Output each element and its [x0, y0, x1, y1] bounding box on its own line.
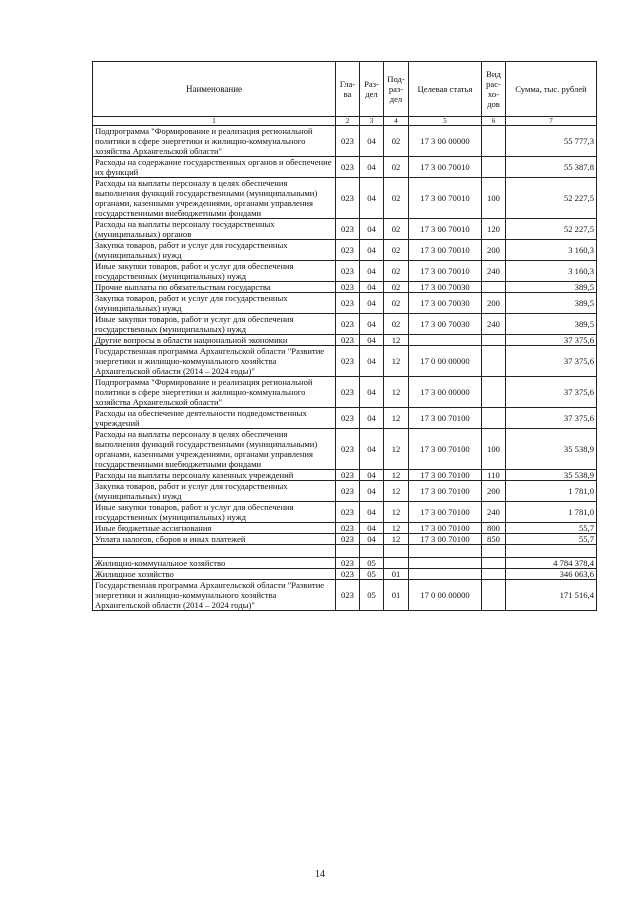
row-target: 17 3 00 70030 [409, 282, 482, 293]
row-expense-type [482, 126, 506, 157]
row-amount: 35 538,9 [506, 429, 597, 470]
table-row [93, 569, 597, 580]
row-name: Расходы на выплаты персоналу государственных (муниципальных) органов [93, 219, 336, 240]
header-amount: Сумма, тыс. рублей [506, 62, 597, 117]
row-chapter: 023 [336, 569, 360, 580]
row-amount: 37 375,6 [506, 346, 597, 377]
row-expense-type [482, 346, 506, 377]
column-number-row [93, 117, 597, 126]
row-amount: 55 387,8 [506, 157, 597, 178]
row-chapter: 023 [336, 240, 360, 261]
row-target: 17 3 00 70030 [409, 314, 482, 335]
spacer-cell [93, 545, 336, 558]
header-section: Раз-дел [360, 62, 384, 117]
row-expense-type: 240 [482, 261, 506, 282]
row-section: 04 [360, 470, 384, 481]
row-subsection: 12 [384, 346, 409, 377]
row-subsection: 12 [384, 408, 409, 429]
row-amount: 1 781,0 [506, 481, 597, 502]
row-target: 17 3 00 70100 [409, 429, 482, 470]
table-row [93, 558, 597, 569]
table-row [93, 240, 597, 261]
row-target [409, 335, 482, 346]
row-expense-type: 100 [482, 178, 506, 219]
row-chapter: 023 [336, 314, 360, 335]
row-section: 04 [360, 481, 384, 502]
table-row [93, 178, 597, 219]
row-chapter: 023 [336, 157, 360, 178]
row-amount: 37 375,6 [506, 408, 597, 429]
row-chapter: 023 [336, 580, 360, 611]
row-chapter: 023 [336, 335, 360, 346]
header-subsection: Под-раз-дел [384, 62, 409, 117]
row-target: 17 3 00 70030 [409, 293, 482, 314]
row-section: 04 [360, 261, 384, 282]
row-chapter: 023 [336, 429, 360, 470]
row-target: 17 3 00 70010 [409, 219, 482, 240]
row-subsection: 12 [384, 502, 409, 523]
row-section: 04 [360, 178, 384, 219]
row-target: 17 3 00 70010 [409, 261, 482, 282]
row-chapter: 023 [336, 523, 360, 534]
row-name: Подпрограмма "Формирование и реализация региональной политики в сфере энергетики и жилищно-коммунального хозяйства Архангельской области" [93, 377, 336, 408]
row-section: 04 [360, 219, 384, 240]
table-row [93, 408, 597, 429]
row-subsection [384, 558, 409, 569]
row-section: 04 [360, 314, 384, 335]
row-amount: 55 777,3 [506, 126, 597, 157]
row-name: Закупка товаров, работ и услуг для государственных (муниципальных) нужд [93, 240, 336, 261]
row-name: Расходы на обеспечение деятельности подведомственных учреждений [93, 408, 336, 429]
spacer-cell [482, 545, 506, 558]
column-number: 5 [409, 117, 482, 126]
page-number: 14 [315, 869, 325, 880]
row-name: Другие вопросы в области национальной экономики [93, 335, 336, 346]
row-name: Расходы на выплаты персоналу казенных учреждений [93, 470, 336, 481]
row-expense-type: 100 [482, 429, 506, 470]
row-subsection: 12 [384, 523, 409, 534]
row-subsection: 02 [384, 178, 409, 219]
row-subsection: 12 [384, 429, 409, 470]
row-subsection: 02 [384, 314, 409, 335]
row-section: 05 [360, 569, 384, 580]
row-subsection: 02 [384, 126, 409, 157]
table-row [93, 335, 597, 346]
row-chapter: 023 [336, 470, 360, 481]
column-number: 6 [482, 117, 506, 126]
row-target: 17 3 00 70100 [409, 534, 482, 545]
row-subsection: 01 [384, 580, 409, 611]
column-number: 4 [384, 117, 409, 126]
table-row [93, 261, 597, 282]
spacer-cell [506, 545, 597, 558]
row-subsection: 02 [384, 261, 409, 282]
row-name: Расходы на выплаты персоналу в целях обеспечения выполнения функций государственными (муниципальными) органами, казенными учреждениями, органами управления государственными внебюджетными фондами [93, 429, 336, 470]
row-expense-type: 200 [482, 481, 506, 502]
row-amount: 171 516,4 [506, 580, 597, 611]
row-section: 04 [360, 346, 384, 377]
table-row [93, 157, 597, 178]
row-chapter: 023 [336, 219, 360, 240]
row-amount: 389,5 [506, 282, 597, 293]
row-name: Прочие выплаты по обязательствам государства [93, 282, 336, 293]
row-target: 17 3 00 70100 [409, 470, 482, 481]
row-amount: 389,5 [506, 314, 597, 335]
row-chapter: 023 [336, 346, 360, 377]
row-expense-type: 240 [482, 502, 506, 523]
row-name: Иные закупки товаров, работ и услуг для обеспечения государственных (муниципальных) нужд [93, 502, 336, 523]
spacer-cell [384, 545, 409, 558]
row-subsection: 12 [384, 481, 409, 502]
row-expense-type: 800 [482, 523, 506, 534]
table-row [93, 481, 597, 502]
table-row [93, 282, 597, 293]
row-target: 17 3 00 70100 [409, 408, 482, 429]
row-section: 05 [360, 558, 384, 569]
column-number: 2 [336, 117, 360, 126]
row-target: 17 3 00 70010 [409, 178, 482, 219]
row-name: Государственная программа Архангельской области "Развитие энергетики и жилищно-коммунального хозяйства Архангельской области (2014 – 2024 годы)" [93, 346, 336, 377]
row-name: Закупка товаров, работ и услуг для государственных (муниципальных) нужд [93, 293, 336, 314]
row-expense-type [482, 558, 506, 569]
row-expense-type: 200 [482, 240, 506, 261]
row-chapter: 023 [336, 481, 360, 502]
table-row [93, 523, 597, 534]
row-expense-type [482, 377, 506, 408]
table-row [93, 314, 597, 335]
row-chapter: 023 [336, 534, 360, 545]
row-chapter: 023 [336, 502, 360, 523]
header-row [93, 62, 597, 117]
row-section: 04 [360, 523, 384, 534]
row-section: 04 [360, 240, 384, 261]
row-name: Жилищное хозяйство [93, 569, 336, 580]
row-target: 17 3 00 70010 [409, 240, 482, 261]
row-amount: 1 781,0 [506, 502, 597, 523]
budget-table [92, 61, 597, 611]
column-number: 3 [360, 117, 384, 126]
table-row [93, 580, 597, 611]
row-amount: 3 160,3 [506, 261, 597, 282]
row-name: Иные бюджетные ассигнования [93, 523, 336, 534]
row-chapter: 023 [336, 377, 360, 408]
row-target: 17 3 00 70010 [409, 157, 482, 178]
row-chapter: 023 [336, 178, 360, 219]
column-number: 1 [93, 117, 336, 126]
row-section: 04 [360, 502, 384, 523]
row-name: Подпрограмма "Формирование и реализация региональной политики в сфере энергетики и жилищно-коммунального хозяйства Архангельской области" [93, 126, 336, 157]
row-expense-type [482, 335, 506, 346]
row-target: 17 0 00 00000 [409, 346, 482, 377]
row-target [409, 558, 482, 569]
row-subsection: 02 [384, 240, 409, 261]
row-target [409, 569, 482, 580]
row-chapter: 023 [336, 293, 360, 314]
row-expense-type [482, 157, 506, 178]
row-name: Расходы на выплаты персоналу в целях обеспечения выполнения функций государственными (муниципальными) органами, казенными учреждениями, органами управления государственными внебюджетными фондами [93, 178, 336, 219]
row-section: 04 [360, 534, 384, 545]
table-row [93, 377, 597, 408]
row-expense-type: 850 [482, 534, 506, 545]
row-expense-type: 110 [482, 470, 506, 481]
header-target: Целевая статья [409, 62, 482, 117]
column-number: 7 [506, 117, 597, 126]
row-chapter: 023 [336, 282, 360, 293]
row-chapter: 023 [336, 126, 360, 157]
row-target: 17 3 00 70100 [409, 523, 482, 534]
row-amount: 55,7 [506, 534, 597, 545]
row-amount: 3 160,3 [506, 240, 597, 261]
row-amount: 37 375,6 [506, 377, 597, 408]
header-chapter: Гла-ва [336, 62, 360, 117]
table-row [93, 470, 597, 481]
row-target: 17 3 00 00000 [409, 377, 482, 408]
row-amount: 37 375,6 [506, 335, 597, 346]
row-subsection: 02 [384, 219, 409, 240]
table-row [93, 293, 597, 314]
spacer-row [93, 545, 597, 558]
row-section: 04 [360, 282, 384, 293]
row-amount: 52 227,5 [506, 219, 597, 240]
row-target: 17 3 00 70100 [409, 502, 482, 523]
row-expense-type: 200 [482, 293, 506, 314]
row-subsection: 12 [384, 470, 409, 481]
header-name: Наименование [93, 62, 336, 117]
row-subsection: 12 [384, 534, 409, 545]
row-amount: 35 538,9 [506, 470, 597, 481]
row-name: Расходы на содержание государственных органов и обеспечение их функций [93, 157, 336, 178]
row-chapter: 023 [336, 408, 360, 429]
table-row [93, 534, 597, 545]
row-expense-type [482, 282, 506, 293]
row-expense-type: 120 [482, 219, 506, 240]
row-subsection: 12 [384, 377, 409, 408]
row-section: 04 [360, 377, 384, 408]
table-row [93, 219, 597, 240]
row-amount: 346 063,6 [506, 569, 597, 580]
spacer-cell [409, 545, 482, 558]
row-amount: 52 227,5 [506, 178, 597, 219]
row-chapter: 023 [336, 558, 360, 569]
table-body [93, 126, 597, 611]
row-section: 04 [360, 408, 384, 429]
row-target: 17 3 00 00000 [409, 126, 482, 157]
row-target: 17 0 00 00000 [409, 580, 482, 611]
row-amount: 55,7 [506, 523, 597, 534]
table-row [93, 126, 597, 157]
row-name: Уплата налогов, сборов и иных платежей [93, 534, 336, 545]
row-amount: 4 784 378,4 [506, 558, 597, 569]
spacer-cell [336, 545, 360, 558]
row-expense-type [482, 569, 506, 580]
row-name: Государственная программа Архангельской области "Развитие энергетики и жилищно-коммунального хозяйства Архангельской области (2014 – 2024 годы)" [93, 580, 336, 611]
row-chapter: 023 [336, 261, 360, 282]
table-row [93, 346, 597, 377]
row-expense-type [482, 408, 506, 429]
row-section: 04 [360, 126, 384, 157]
table-row [93, 429, 597, 470]
row-section: 05 [360, 580, 384, 611]
row-name: Иные закупки товаров, работ и услуг для обеспечения государственных (муниципальных) нужд [93, 261, 336, 282]
table-row [93, 502, 597, 523]
row-name: Закупка товаров, работ и услуг для государственных (муниципальных) нужд [93, 481, 336, 502]
row-subsection: 02 [384, 282, 409, 293]
row-name: Жилищно-коммунальное хозяйство [93, 558, 336, 569]
row-section: 04 [360, 335, 384, 346]
row-expense-type: 240 [482, 314, 506, 335]
row-target: 17 3 00 70100 [409, 481, 482, 502]
row-subsection: 02 [384, 293, 409, 314]
spacer-cell [360, 545, 384, 558]
row-section: 04 [360, 429, 384, 470]
row-section: 04 [360, 157, 384, 178]
row-subsection: 02 [384, 157, 409, 178]
row-name: Иные закупки товаров, работ и услуг для обеспечения государственных (муниципальных) нужд [93, 314, 336, 335]
header-expense-type: Вид рас-хо-дов [482, 62, 506, 117]
row-subsection: 12 [384, 335, 409, 346]
row-expense-type [482, 580, 506, 611]
row-amount: 389,5 [506, 293, 597, 314]
row-section: 04 [360, 293, 384, 314]
row-subsection: 01 [384, 569, 409, 580]
